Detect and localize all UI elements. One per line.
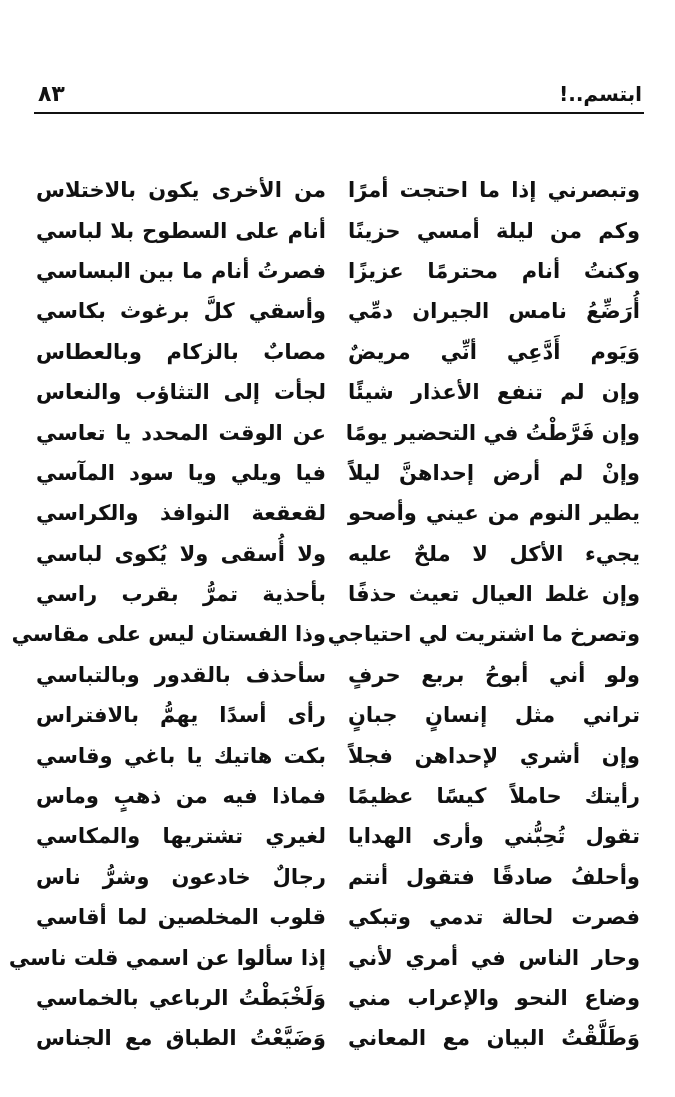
verse-17 xyxy=(36,816,640,856)
verse-first-hemistich: ولو أني أبوحُ بربع حرفٍ xyxy=(348,662,640,687)
verse-second-hemistich: من الأخرى يكون بالاختلاس xyxy=(36,178,326,203)
verse-second-hemistich: سأحذف بالقدور وبالتباسي xyxy=(36,662,326,687)
verse-21 xyxy=(36,978,640,1018)
verse-first-hemistich: وتصرخ ما اشتريت لي احتياجي xyxy=(327,622,640,647)
verse-second-hemistich: وَلَخْبَطْتُ الرباعي بالخماسي xyxy=(36,986,326,1010)
verse-second-hemistich: لقعقعة النوافذ والكراسي xyxy=(36,501,326,526)
verse-second-hemistich: لغيري تشتريها والمكاسي xyxy=(36,824,326,849)
verse-first-hemistich: وتبصرني إذا ما احتجت أمرًا xyxy=(348,178,640,203)
verse-first-hemistich: وَيَوم أَدَّعِي أنِّي مريضٌ xyxy=(348,339,640,364)
running-title: ابتسم..! xyxy=(559,82,642,106)
verse-second-hemistich: أنام على السطوح بلا لباسي xyxy=(36,218,326,243)
verse-5 xyxy=(36,332,640,372)
verse-1 xyxy=(36,170,640,210)
verse-second-hemistich: بأحذية تمرُّ بقرب راسي xyxy=(36,582,326,607)
verse-20 xyxy=(8,937,640,977)
verse-first-hemistich: يجيء الأكل لا ملحٌ عليه xyxy=(348,541,640,566)
verse-19 xyxy=(36,897,640,937)
verse-8 xyxy=(36,453,640,493)
verse-second-hemistich: فصرتُ أنام ما بين البساسي xyxy=(36,258,326,283)
verse-first-hemistich: وإن أشري لإحداهن فجلاً xyxy=(348,743,640,768)
verse-2 xyxy=(36,210,640,250)
verse-second-hemistich: ولا أُسقى ولا يُكوى لباسي xyxy=(36,541,326,566)
verse-11 xyxy=(36,574,640,614)
verse-first-hemistich: أُرَضِّعُ نامس الجيران دمِّي xyxy=(348,299,640,324)
verse-first-hemistich: وكم من ليلة أمسي حزينًا xyxy=(348,218,640,243)
page-number: ٨٣ xyxy=(38,82,65,107)
verse-22 xyxy=(36,1018,640,1058)
verse-second-hemistich: بكت هاتيك يا باغي وقاسي xyxy=(36,743,326,768)
verse-first-hemistich: وأحلفُ صادقًا فتقول أنتم xyxy=(348,864,640,889)
verse-second-hemistich: لجأت إلى التثاؤب والنعاس xyxy=(36,380,326,405)
verse-9 xyxy=(36,493,640,533)
verse-first-hemistich: وإن غلط العيال تعيث حذفًا xyxy=(348,582,640,607)
poem xyxy=(8,170,640,1059)
verse-14 xyxy=(36,695,640,735)
verse-second-hemistich: رأى أسدًا يهمُّ بالافتراس xyxy=(36,703,326,728)
verse-16 xyxy=(36,776,640,816)
verse-second-hemistich: إذا سألوا عن اسمي قلت ناسي xyxy=(8,945,326,970)
verse-first-hemistich: وضاع النحو والإعراب مني xyxy=(348,986,640,1010)
verse-first-hemistich: وكنتُ أنام محترمًا عزيزًا xyxy=(348,258,640,283)
page-header xyxy=(34,78,644,114)
verse-7 xyxy=(36,412,640,452)
verse-15 xyxy=(36,735,640,775)
verse-18 xyxy=(36,857,640,897)
verse-3 xyxy=(36,251,640,291)
verse-first-hemistich: وحار الناس في أمري لأني xyxy=(348,945,640,970)
verse-6 xyxy=(36,372,640,412)
verse-first-hemistich: وإنْ لم أرض إحداهنَّ ليلاً xyxy=(348,460,640,485)
verse-second-hemistich: رجالٌ خادعون وشرُّ ناس xyxy=(36,864,326,889)
verse-second-hemistich: مصابٌ بالزكام وبالعطاس xyxy=(36,339,326,364)
verse-first-hemistich: تراني مثل إنسانٍ جبانٍ xyxy=(348,703,640,728)
verse-second-hemistich: فماذا فيه من ذهبٍ وماس xyxy=(36,784,326,809)
verse-first-hemistich: وإن فَرَّطْتُ في التحضير يومًا xyxy=(345,420,640,445)
verse-first-hemistich: يطير النوم من عيني وأصحو xyxy=(348,501,640,526)
verse-first-hemistich: تقول تُحِبُّني وأرى الهدايا xyxy=(348,824,640,849)
verse-first-hemistich: وَطَلَّقْتُ البيان مع المعاني xyxy=(348,1026,640,1051)
verse-second-hemistich: وأسقي كلَّ برغوث بكاسي xyxy=(36,299,326,324)
verse-first-hemistich: وإن لم تنفع الأعذار شيئًا xyxy=(348,380,640,405)
verse-first-hemistich: فصرت لحالة تدمي وتبكي xyxy=(348,905,640,930)
verse-second-hemistich: وَضَيَّعْتُ الطباق مع الجناس xyxy=(36,1026,326,1051)
verse-10 xyxy=(36,534,640,574)
verse-12 xyxy=(11,614,640,654)
verse-13 xyxy=(36,655,640,695)
verse-second-hemistich: قلوب المخلصين لما أقاسي xyxy=(36,905,326,930)
verse-second-hemistich: عن الوقت المحدد يا تعاسي xyxy=(36,420,326,445)
verse-second-hemistich: وذا الفستان ليس على مقاسي xyxy=(11,622,326,647)
verse-4 xyxy=(36,291,640,331)
verse-first-hemistich: رأيتك حاملاً كيسًا عظيمًا xyxy=(348,784,640,809)
verse-second-hemistich: فيا ويلي ويا سود المآسي xyxy=(36,460,326,485)
